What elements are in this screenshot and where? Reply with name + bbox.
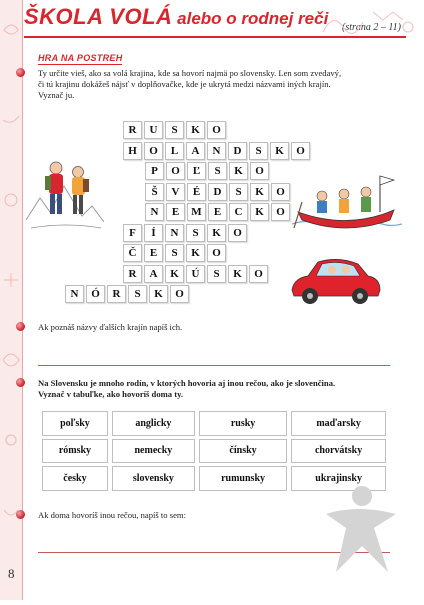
hikers-illustration — [26, 150, 104, 238]
crossword-cell[interactable]: N — [207, 142, 226, 160]
language-cell[interactable]: rumunsky — [199, 466, 287, 491]
crossword-cell[interactable]: K — [186, 244, 205, 262]
section-tag: HRA NA POSTREH — [38, 53, 123, 63]
crossword-cell[interactable]: K — [250, 183, 269, 201]
language-cell[interactable]: ukrajinsky — [291, 466, 386, 491]
language-cell[interactable]: maďarsky — [291, 411, 386, 436]
task-prompt: Ak poznáš názvy ďalších krajín napíš ich. — [38, 322, 183, 332]
language-cell[interactable]: nemecky — [112, 439, 195, 464]
crossword-cell[interactable]: O — [271, 203, 290, 221]
crossword-cell[interactable]: S — [229, 183, 248, 201]
crossword-cell[interactable]: Š — [145, 183, 164, 201]
crossword-cell[interactable]: O — [207, 121, 226, 139]
instruction-line: Vyznač v tabuľke, ako hovoríš doma ty. — [38, 389, 184, 399]
crossword-cell[interactable]: N — [65, 285, 84, 303]
crossword-row — [145, 162, 271, 180]
crossword-cell[interactable]: R — [123, 121, 142, 139]
crossword-cell[interactable]: A — [144, 265, 163, 283]
page-title: ŠKOLA VOLÁ alebo o rodnej reči — [24, 4, 329, 29]
instruction-line: či tú krajinu dokážeš nájsť v doplňovačke, kde je ukrytá medzi názvami iných krajín. — [38, 79, 331, 89]
crossword-row — [65, 285, 191, 303]
crossword-cell[interactable]: O — [207, 244, 226, 262]
crossword-cell[interactable]: C — [229, 203, 248, 221]
language-cell[interactable]: chorvátsky — [291, 439, 386, 464]
crossword-cell[interactable]: S — [128, 285, 147, 303]
crossword-cell[interactable]: D — [208, 183, 227, 201]
instruction-line: Vyznač ju. — [38, 90, 75, 100]
bullet-icon — [16, 510, 25, 519]
language-cell[interactable]: anglicky — [112, 411, 195, 436]
crossword-cell[interactable]: S — [208, 162, 227, 180]
task-prompt: Ak doma hovoríš inou rečou, napíš to sem: — [38, 510, 186, 520]
crossword-cell[interactable]: K — [207, 224, 226, 242]
crossword-row — [145, 203, 292, 221]
bullet-icon — [16, 378, 25, 387]
header-decoration — [318, 2, 418, 38]
crossword-cell[interactable]: P — [145, 162, 164, 180]
crossword-cell[interactable]: Ú — [186, 265, 205, 283]
language-cell[interactable]: čínsky — [199, 439, 287, 464]
crossword-cell[interactable]: E — [144, 244, 163, 262]
crossword-cell[interactable]: O — [166, 162, 185, 180]
instructions — [38, 68, 393, 101]
crossword-cell[interactable]: O — [144, 142, 163, 160]
crossword-cell[interactable]: O — [228, 224, 247, 242]
crossword-cell[interactable]: F — [123, 224, 142, 242]
language-cell[interactable]: slovensky — [112, 466, 195, 491]
language-cell[interactable]: rómsky — [42, 439, 108, 464]
car-illustration — [286, 250, 382, 308]
crossword-cell[interactable]: N — [145, 203, 164, 221]
crossword-cell[interactable]: K — [250, 203, 269, 221]
crossword-cell[interactable]: A — [186, 142, 205, 160]
table-row — [42, 439, 386, 464]
crossword-cell[interactable]: Ľ — [187, 162, 206, 180]
page-number: 8 — [8, 566, 15, 581]
language-cell[interactable]: rusky — [199, 411, 287, 436]
crossword-cell[interactable]: V — [166, 183, 185, 201]
crossword-row — [123, 121, 228, 139]
crossword-cell[interactable]: O — [170, 285, 189, 303]
crossword-row — [123, 244, 228, 262]
crossword-cell[interactable]: S — [207, 265, 226, 283]
crossword-cell[interactable]: S — [165, 244, 184, 262]
task-instructions — [38, 378, 393, 400]
instruction-line: Na Slovensku je mnoho rodín, v ktorých hovoria aj inou rečou, ako je slovenčina. — [38, 378, 336, 388]
crossword-cell[interactable]: É — [187, 183, 206, 201]
bullet-icon — [16, 322, 25, 331]
crossword-cell[interactable]: R — [123, 265, 142, 283]
crossword-row — [145, 183, 292, 201]
page-reference: (strana 2 – 11) — [342, 22, 401, 33]
crossword-cell[interactable]: O — [291, 142, 310, 160]
bullet-icon — [16, 68, 25, 77]
crossword-cell[interactable]: S — [165, 121, 184, 139]
crossword-row — [123, 142, 312, 160]
boat-illustration — [292, 172, 402, 240]
crossword-row — [123, 265, 270, 283]
crossword-cell[interactable]: K — [270, 142, 289, 160]
crossword-cell[interactable]: K — [186, 121, 205, 139]
language-cell[interactable]: česky — [42, 466, 108, 491]
table-row — [42, 411, 386, 436]
crossword-cell[interactable]: S — [249, 142, 268, 160]
crossword-cell[interactable]: K — [165, 265, 184, 283]
crossword-cell[interactable]: O — [271, 183, 290, 201]
language-table — [38, 408, 390, 494]
crossword-cell[interactable]: Č — [123, 244, 142, 262]
instruction-line: Ty určite vieš, ako sa volá krajina, kde sa hovorí najmä po slovensky. Len som zvedavý, — [38, 68, 342, 78]
publisher-logo-icon — [318, 484, 406, 584]
crossword-cell[interactable]: K — [149, 285, 168, 303]
writing-line[interactable] — [38, 365, 390, 366]
crossword-cell[interactable]: L — [165, 142, 184, 160]
crossword-cell[interactable]: R — [107, 285, 126, 303]
language-cell[interactable]: poľsky — [42, 411, 108, 436]
crossword-cell[interactable]: E — [208, 203, 227, 221]
crossword-cell[interactable]: M — [187, 203, 206, 221]
crossword-cell[interactable]: Ó — [86, 285, 105, 303]
crossword-cell[interactable]: K — [229, 162, 248, 180]
crossword-cell[interactable]: Í — [144, 224, 163, 242]
crossword-cell[interactable]: U — [144, 121, 163, 139]
crossword-cell[interactable]: H — [123, 142, 142, 160]
crossword-cell[interactable]: E — [166, 203, 185, 221]
crossword-cell[interactable]: K — [228, 265, 247, 283]
crossword-cell[interactable]: S — [186, 224, 205, 242]
crossword-cell[interactable]: D — [228, 142, 247, 160]
crossword-cell[interactable]: O — [250, 162, 269, 180]
crossword-cell[interactable]: N — [165, 224, 184, 242]
crossword-cell[interactable]: O — [249, 265, 268, 283]
crossword-row — [123, 224, 249, 242]
section-tag-underline — [38, 64, 122, 65]
